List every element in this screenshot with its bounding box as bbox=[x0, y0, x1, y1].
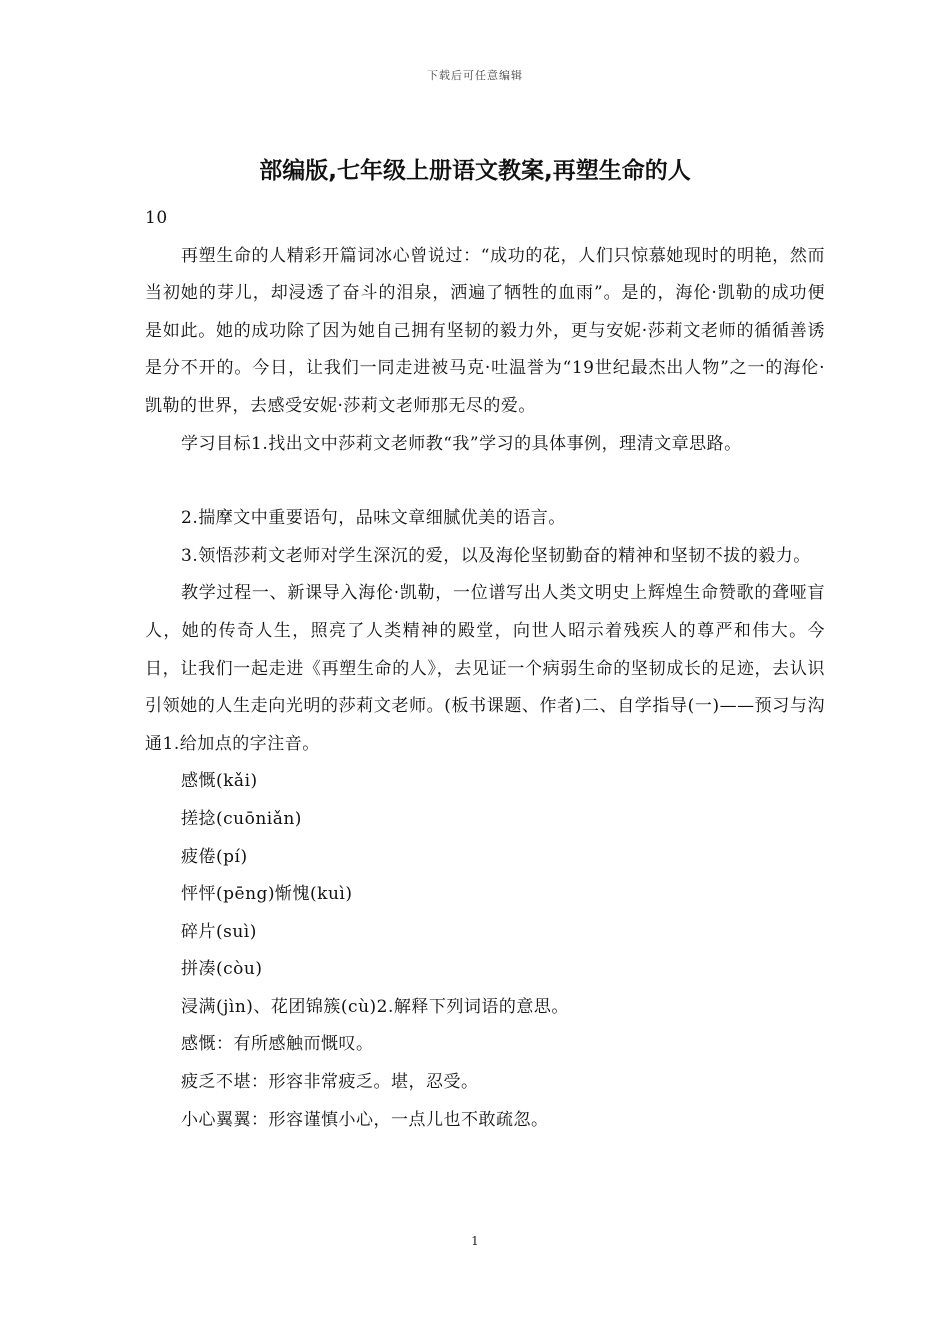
vocab-item: 感慨(kǎi) bbox=[181, 771, 258, 792]
learning-goal-2: 2.揣摩文中重要语句，品味文章细腻优美的语言。 bbox=[181, 508, 566, 529]
vocab-item: 怦怦(pēng)惭愧(kuì) bbox=[181, 884, 353, 905]
page-number: 1 bbox=[471, 1234, 479, 1248]
vocab-item: 搓捻(cuōniǎn) bbox=[181, 808, 302, 829]
learning-goal-1: 学习目标1.找出文中莎莉文老师教“我”学习的具体事例，理清文章思路。 bbox=[181, 433, 742, 454]
vocab-definition: 感慨：有所感触而慨叹。 bbox=[181, 1034, 374, 1055]
vocab-item: 拼凑(còu) bbox=[181, 959, 263, 980]
vocab-item: 疲倦(pí) bbox=[181, 846, 248, 867]
learning-goal-3: 3.领悟莎莉文老师对学生深沉的爱，以及海伦坚韧勤奋的精神和坚韧不拔的毅力。 bbox=[181, 545, 811, 566]
intro-paragraph: 再塑生命的人精彩开篇词冰心曾说过：“成功的花，人们只惊慕她现时的明艳，然而当初她的芽儿，却浸透了奋斗的泪泉，洒遍了牺牲的血雨”。是的，海伦·凯勒的成功便是如此。她的成功除了因为她自己拥有坚韧的毅力外，更与安妮·莎莉文老师的循循善诱是分不开的。今日，让我们一同走进被马克·吐温誉为“19世纪最杰出人物”之一的海伦·凯勒的世界，去感受安妮·莎莉文老师那无尽的爱。 bbox=[145, 245, 825, 416]
lesson-number: 10 bbox=[145, 208, 168, 228]
teaching-process-paragraph: 教学过程一、新课导入海伦·凯勒，一位谱写出人类文明史上辉煌生命赞歌的聋哑盲人，她的传奇人生，照亮了人类精神的殿堂，向世人昭示着残疾人的尊严和伟大。今日，让我们一起走进《再塑生命的人》，去见证一个病弱生命的坚韧成长的足迹，去认识引领她的人生走向光明的莎莉文老师。(板书课题、作者)二、自学指导(一)——预习与沟通1.给加点的字注音。 bbox=[145, 583, 825, 754]
vocab-definition: 疲乏不堪：形容非常疲乏。堪，忍受。 bbox=[181, 1072, 479, 1093]
header-note: 下载后可任意编辑 bbox=[427, 69, 523, 82]
document-title: 部编版,七年级上册语文教案,再塑生命的人 bbox=[259, 158, 691, 184]
vocab-definition: 小心翼翼：形容谨慎小心，一点儿也不敢疏忽。 bbox=[181, 1109, 549, 1130]
document-body bbox=[145, 200, 825, 1139]
vocab-item: 浸满(jìn)、花团锦簇(cù)2.解释下列词语的意思。 bbox=[181, 996, 569, 1017]
vocab-item: 碎片(suì) bbox=[181, 921, 257, 942]
